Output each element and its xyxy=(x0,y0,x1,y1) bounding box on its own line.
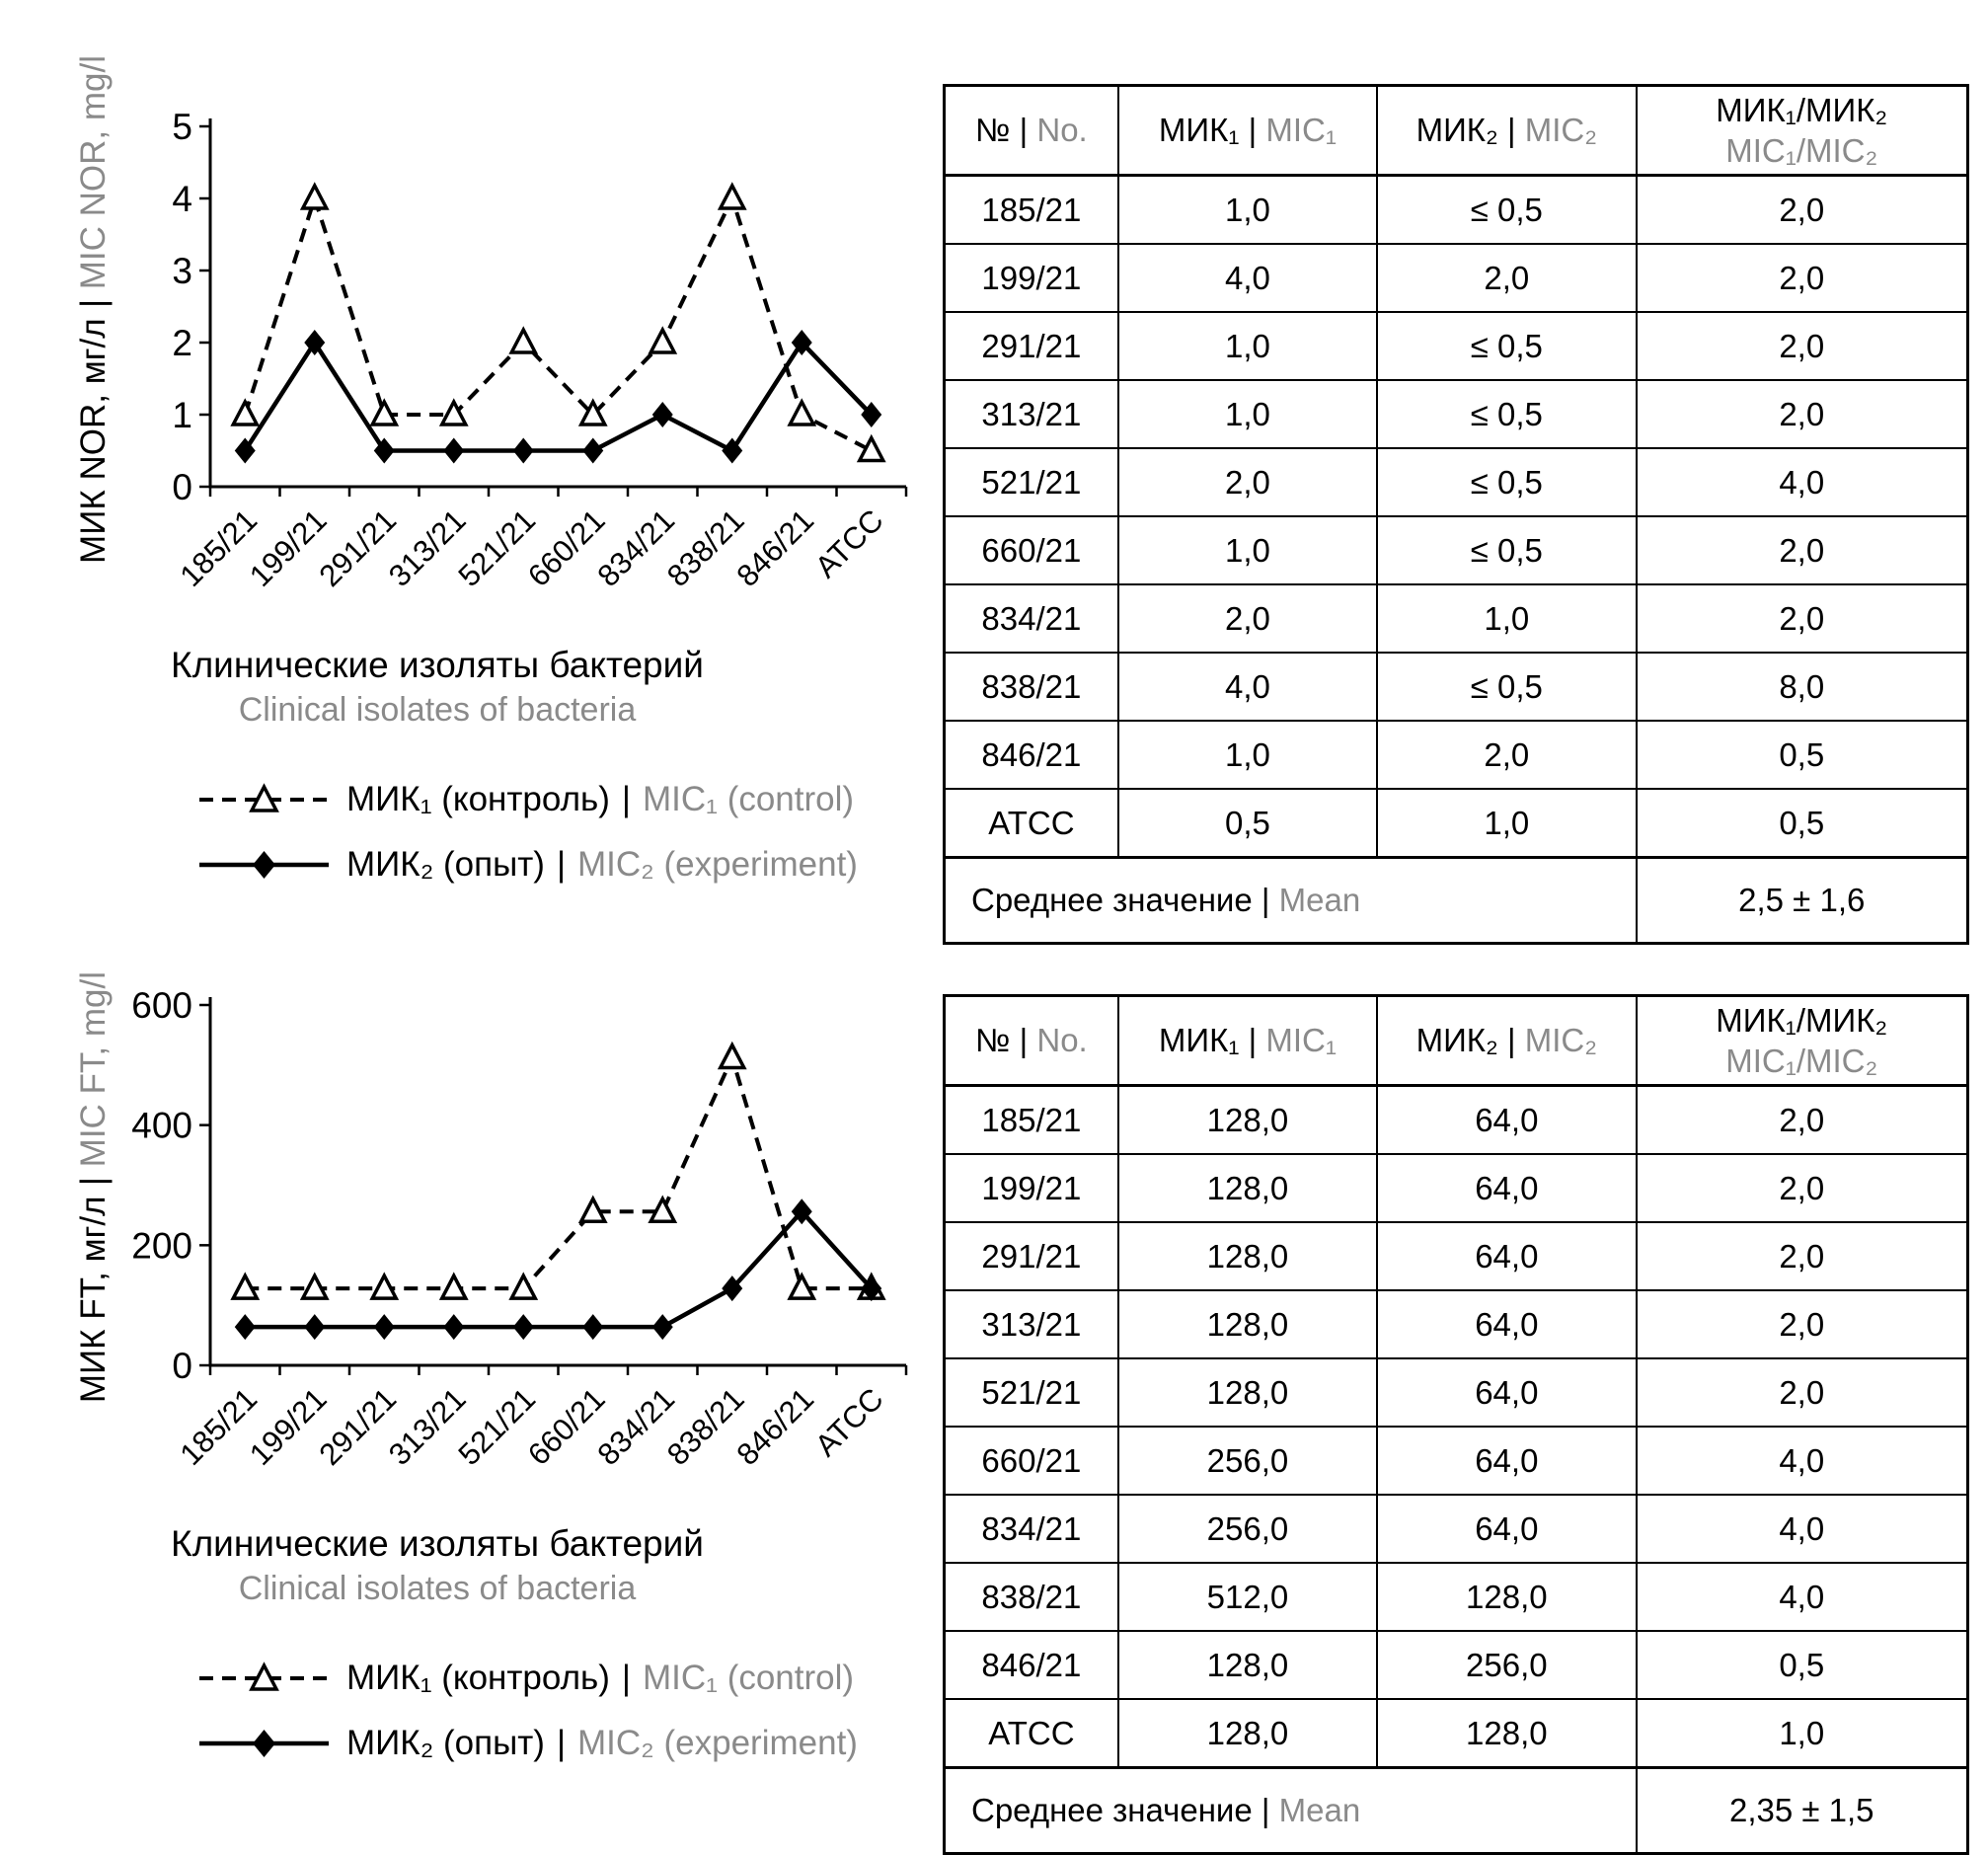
col-header-no xyxy=(945,996,1118,1086)
x-tick-label: 846/21 xyxy=(729,502,821,594)
cell-ratio: 4,0 xyxy=(1637,448,1968,516)
filled-diamond-marker xyxy=(513,1314,534,1340)
table-row xyxy=(945,1699,1968,1768)
cell-mic1: 128,0 xyxy=(1118,1086,1377,1155)
x-tick-label: 291/21 xyxy=(312,502,404,594)
legend-label-en: MIC₁ (control) xyxy=(643,780,855,818)
table-row xyxy=(945,789,1968,858)
cell-mic1: 128,0 xyxy=(1118,1699,1377,1768)
legend-item-mic2-experiment xyxy=(197,1720,858,1767)
cell-mic1: 1,0 xyxy=(1118,312,1377,380)
header-mic1-en: MIC₁ xyxy=(1265,112,1338,149)
cell-ratio: 2,0 xyxy=(1637,312,1968,380)
cell-mic1: 0,5 xyxy=(1118,789,1377,858)
x-axis-title-ru: Клинические изоляты бактерий xyxy=(171,645,704,685)
cell-mic2: 2,0 xyxy=(1377,721,1636,789)
cell-ratio: 2,0 xyxy=(1637,1358,1968,1427)
x-tick-label: 846/21 xyxy=(729,1381,821,1473)
legend-label-ru: МИК₁ (контроль) xyxy=(346,780,610,818)
label-separator: | xyxy=(621,780,631,818)
cell-isolate-no: ATCC xyxy=(945,789,1118,858)
cell-ratio: 4,0 xyxy=(1637,1495,1968,1563)
open-triangle-marker xyxy=(511,330,535,352)
x-tick-label: 838/21 xyxy=(659,502,751,594)
cell-mic1: 1,0 xyxy=(1118,380,1377,448)
table-row xyxy=(945,653,1968,721)
header-ratio-ru: МИК₁/МИК₂ xyxy=(1716,91,1888,128)
cell-isolate-no: 834/21 xyxy=(945,1495,1118,1563)
cell-mic2: 64,0 xyxy=(1377,1358,1636,1427)
cell-mic2: ≤ 0,5 xyxy=(1377,653,1636,721)
x-tick-label: ATCC xyxy=(807,1381,890,1463)
cell-isolate-no: 660/21 xyxy=(945,516,1118,584)
y-tick-label: 200 xyxy=(131,1225,192,1267)
cell-mic1: 512,0 xyxy=(1118,1563,1377,1631)
chart-mic-ft-svg xyxy=(131,946,921,1518)
cell-mic2: 256,0 xyxy=(1377,1631,1636,1699)
cell-isolate-no: 185/21 xyxy=(945,1086,1118,1155)
chart-mic-nor xyxy=(54,54,923,946)
label-separator: | xyxy=(1248,1022,1258,1059)
cell-mic1: 1,0 xyxy=(1118,176,1377,245)
y-axis-label-nor xyxy=(54,54,131,564)
x-tick-label: 834/21 xyxy=(590,1381,682,1473)
y-axis-label-ft xyxy=(54,946,131,1430)
label-separator: | xyxy=(1248,112,1258,149)
series-line-filled-diamond xyxy=(245,1211,872,1327)
table-row xyxy=(945,721,1968,789)
header-mic2-ru: МИК₂ xyxy=(1415,112,1498,149)
cell-mic2: ≤ 0,5 xyxy=(1377,176,1636,245)
label-separator: | xyxy=(1507,112,1516,149)
open-triangle-marker xyxy=(860,438,883,461)
table-row xyxy=(945,312,1968,380)
table-row xyxy=(945,1495,1968,1563)
y-tick-label: 1 xyxy=(172,395,192,435)
plot-area-nor xyxy=(131,67,921,640)
cell-mic1: 2,0 xyxy=(1118,584,1377,653)
col-header-mic2 xyxy=(1377,86,1636,176)
header-mic2-ru: МИК₂ xyxy=(1415,1022,1498,1059)
table-row xyxy=(945,448,1968,516)
x-tick-label: 199/21 xyxy=(242,502,334,594)
mean-label-en: Mean xyxy=(1278,1792,1361,1828)
cell-mic2: 64,0 xyxy=(1377,1154,1636,1222)
table-header-row xyxy=(945,996,1968,1086)
cell-ratio: 2,0 xyxy=(1637,1154,1968,1222)
cell-mic1: 128,0 xyxy=(1118,1290,1377,1358)
col-header-no xyxy=(945,86,1118,176)
y-axis-label-ru: МИК NOR, мг/л xyxy=(73,317,113,564)
col-header-mic1 xyxy=(1118,996,1377,1086)
col-header-mic2 xyxy=(1377,996,1636,1086)
table-row xyxy=(945,584,1968,653)
legend-label-en: MIC₂ (experiment) xyxy=(577,1724,858,1762)
y-axis-label-en: MIC NOR, mg/l xyxy=(73,54,113,289)
filled-diamond-marker xyxy=(582,1314,603,1340)
header-mic1-en: MIC₁ xyxy=(1265,1022,1338,1059)
table-row xyxy=(945,176,1968,245)
cell-isolate-no: 199/21 xyxy=(945,1154,1118,1222)
label-separator: | xyxy=(556,845,567,884)
cell-isolate-no: 846/21 xyxy=(945,1631,1118,1699)
cell-isolate-no: 313/21 xyxy=(945,380,1118,448)
mean-label-en: Mean xyxy=(1278,882,1361,918)
header-ratio-ru: МИК₁/МИК₂ xyxy=(1716,1001,1888,1039)
open-triangle-marker xyxy=(303,186,327,208)
cell-mic2: 64,0 xyxy=(1377,1222,1636,1290)
x-axis-title-ru: Клинические изоляты бактерий xyxy=(171,1523,704,1564)
cell-isolate-no: 313/21 xyxy=(945,1290,1118,1358)
header-no-en: No. xyxy=(1036,112,1088,149)
cell-ratio: 0,5 xyxy=(1637,1631,1968,1699)
cell-mic1: 128,0 xyxy=(1118,1631,1377,1699)
cell-mic2: 1,0 xyxy=(1377,584,1636,653)
cell-ratio: 4,0 xyxy=(1637,1563,1968,1631)
col-header-ratio xyxy=(1637,86,1968,176)
cell-ratio: 2,0 xyxy=(1637,1290,1968,1358)
table-row xyxy=(945,1427,1968,1495)
col-header-ratio xyxy=(1637,996,1968,1086)
cell-mic2: 64,0 xyxy=(1377,1495,1636,1563)
cell-mic1: 4,0 xyxy=(1118,653,1377,721)
dashed-line-open-triangle-icon xyxy=(197,1661,331,1696)
y-axis-label-ru: МИК FT, мг/л xyxy=(73,1196,113,1404)
cell-ratio: 0,5 xyxy=(1637,721,1968,789)
header-ratio-en: MIC₁/MIC₂ xyxy=(1725,132,1878,169)
y-tick-label: 0 xyxy=(172,1346,192,1386)
mean-value: 2,5 ± 1,6 xyxy=(1637,858,1968,944)
solid-line-filled-diamond-icon xyxy=(197,847,331,883)
x-tick-label: 838/21 xyxy=(659,1381,751,1473)
label-separator: | xyxy=(1507,1022,1516,1059)
open-triangle-marker xyxy=(721,1045,744,1068)
filled-diamond-marker xyxy=(582,438,603,464)
y-tick-label: 3 xyxy=(172,251,192,291)
open-triangle-marker xyxy=(233,402,257,425)
cell-ratio: 2,0 xyxy=(1637,584,1968,653)
x-tick-label: 834/21 xyxy=(590,502,682,594)
table-row xyxy=(945,516,1968,584)
cell-mic2: ≤ 0,5 xyxy=(1377,448,1636,516)
table-row xyxy=(945,1154,1968,1222)
cell-mic1: 4,0 xyxy=(1118,244,1377,312)
cell-ratio: 2,0 xyxy=(1637,176,1968,245)
cell-mic1: 128,0 xyxy=(1118,1154,1377,1222)
table-row xyxy=(945,1563,1968,1631)
x-tick-label: 521/21 xyxy=(451,1381,543,1473)
table-row xyxy=(945,1358,1968,1427)
mic-table-nor xyxy=(943,84,1969,945)
cell-isolate-no: 521/21 xyxy=(945,1358,1118,1427)
series-line-filled-diamond xyxy=(245,343,872,451)
label-separator: | xyxy=(1019,1022,1029,1059)
cell-mic2: ≤ 0,5 xyxy=(1377,312,1636,380)
legend-label-en: MIC₁ (control) xyxy=(643,1659,855,1697)
cell-ratio: 2,0 xyxy=(1637,516,1968,584)
legend-label-ru: МИК₂ (опыт) xyxy=(346,845,545,884)
col-header-mic1 xyxy=(1118,86,1377,176)
plot-area-ft xyxy=(131,946,921,1518)
open-triangle-marker xyxy=(790,402,813,425)
open-triangle-marker xyxy=(511,1275,535,1298)
cell-mic1: 2,0 xyxy=(1118,448,1377,516)
filled-diamond-marker xyxy=(304,1314,325,1340)
filled-diamond-marker xyxy=(513,438,534,464)
header-mic1-ru: МИК₁ xyxy=(1158,112,1240,149)
table-row xyxy=(945,1222,1968,1290)
cell-mic2: 64,0 xyxy=(1377,1290,1636,1358)
cell-isolate-no: 838/21 xyxy=(945,653,1118,721)
mean-label-ru: Среднее значение xyxy=(971,882,1253,918)
table-row xyxy=(945,1631,1968,1699)
cell-mic2: 2,0 xyxy=(1377,244,1636,312)
header-no-ru: № xyxy=(975,112,1011,149)
table-mean-row xyxy=(945,858,1968,944)
y-tick-label: 5 xyxy=(172,107,192,147)
label-separator: | xyxy=(1261,1792,1270,1828)
filled-diamond-marker xyxy=(374,1314,395,1340)
header-mic2-en: MIC₂ xyxy=(1524,112,1598,149)
cell-mic1: 1,0 xyxy=(1118,721,1377,789)
header-no-en: No. xyxy=(1036,1022,1088,1059)
cell-mic2: 128,0 xyxy=(1377,1699,1636,1768)
chart-mic-ft xyxy=(54,946,923,1824)
cell-isolate-no: 660/21 xyxy=(945,1427,1118,1495)
header-ratio-en: MIC₁/MIC₂ xyxy=(1725,1043,1878,1079)
header-mic1-ru: МИК₁ xyxy=(1158,1022,1240,1059)
cell-mic1: 256,0 xyxy=(1118,1495,1377,1563)
cell-isolate-no: 834/21 xyxy=(945,584,1118,653)
cell-ratio: 0,5 xyxy=(1637,789,1968,858)
cell-mic1: 128,0 xyxy=(1118,1222,1377,1290)
label-separator: | xyxy=(621,1659,631,1697)
legend-label-en: MIC₂ (experiment) xyxy=(577,845,858,884)
filled-diamond-marker xyxy=(443,1314,464,1340)
cell-ratio: 8,0 xyxy=(1637,653,1968,721)
legend-label-ru: МИК₂ (опыт) xyxy=(346,1724,545,1762)
legend-nor xyxy=(197,776,858,906)
mean-label xyxy=(945,858,1637,944)
cell-mic2: 64,0 xyxy=(1377,1086,1636,1155)
label-separator: | xyxy=(556,1724,567,1762)
y-axis-label-en: MIC FT, mg/l xyxy=(73,971,113,1168)
cell-mic2: 128,0 xyxy=(1377,1563,1636,1631)
x-tick-label: 199/21 xyxy=(242,1381,334,1473)
cell-ratio: 2,0 xyxy=(1637,244,1968,312)
legend-item-mic1-control xyxy=(197,1655,858,1702)
table-row xyxy=(945,1290,1968,1358)
cell-mic2: ≤ 0,5 xyxy=(1377,380,1636,448)
y-tick-label: 400 xyxy=(131,1105,192,1146)
table-mean-row xyxy=(945,1768,1968,1854)
table-header-row xyxy=(945,86,1968,176)
cell-ratio: 2,0 xyxy=(1637,1086,1968,1155)
x-axis-title-en: Clinical isolates of bacteria xyxy=(238,1569,637,1607)
cell-isolate-no: 291/21 xyxy=(945,1222,1118,1290)
cell-ratio: 1,0 xyxy=(1637,1699,1968,1768)
cell-isolate-no: 291/21 xyxy=(945,312,1118,380)
cell-mic1: 1,0 xyxy=(1118,516,1377,584)
cell-ratio: 2,0 xyxy=(1637,1222,1968,1290)
x-tick-label: 185/21 xyxy=(173,502,265,594)
table-row xyxy=(945,1086,1968,1155)
filled-diamond-marker xyxy=(652,402,673,427)
x-tick-label: 521/21 xyxy=(451,502,543,594)
x-axis-title-en: Clinical isolates of bacteria xyxy=(238,690,637,729)
label-separator: | xyxy=(73,298,113,308)
filled-diamond-marker xyxy=(235,1314,256,1340)
label-separator: | xyxy=(1019,112,1029,149)
cell-mic2: 64,0 xyxy=(1377,1427,1636,1495)
dashed-line-open-triangle-icon xyxy=(197,782,331,817)
table-row xyxy=(945,244,1968,312)
cell-isolate-no: ATCC xyxy=(945,1699,1118,1768)
x-tick-label: 185/21 xyxy=(173,1381,265,1473)
x-tick-label: 313/21 xyxy=(381,502,473,594)
y-tick-label: 4 xyxy=(172,179,192,219)
x-tick-label: ATCC xyxy=(807,502,890,584)
series-line-open-triangle xyxy=(245,198,872,451)
chart-mic-nor-svg xyxy=(131,67,921,640)
cell-isolate-no: 521/21 xyxy=(945,448,1118,516)
series-line-open-triangle xyxy=(245,1058,872,1289)
x-tick-label: 660/21 xyxy=(520,1381,612,1473)
y-tick-label: 0 xyxy=(172,467,192,507)
cell-mic1: 256,0 xyxy=(1118,1427,1377,1495)
cell-isolate-no: 185/21 xyxy=(945,176,1118,245)
filled-diamond-marker xyxy=(652,1314,673,1340)
cell-ratio: 2,0 xyxy=(1637,380,1968,448)
header-mic2-en: MIC₂ xyxy=(1524,1022,1598,1059)
open-triangle-marker xyxy=(442,402,466,425)
x-tick-label: 291/21 xyxy=(312,1381,404,1473)
label-separator: | xyxy=(1261,882,1270,918)
mean-value: 2,35 ± 1,5 xyxy=(1637,1768,1968,1854)
legend-ft xyxy=(197,1655,858,1785)
solid-line-filled-diamond-icon xyxy=(197,1726,331,1761)
cell-isolate-no: 846/21 xyxy=(945,721,1118,789)
y-tick-label: 600 xyxy=(131,985,192,1026)
legend-item-mic1-control xyxy=(197,776,858,823)
label-separator: | xyxy=(73,1177,113,1187)
x-axis-title-nor xyxy=(131,645,743,730)
cell-mic2: 1,0 xyxy=(1377,789,1636,858)
open-triangle-marker xyxy=(650,330,674,352)
cell-mic2: ≤ 0,5 xyxy=(1377,516,1636,584)
legend-item-mic2-experiment xyxy=(197,841,858,889)
mean-label xyxy=(945,1768,1637,1854)
cell-isolate-no: 199/21 xyxy=(945,244,1118,312)
x-tick-label: 313/21 xyxy=(381,1381,473,1473)
filled-diamond-marker xyxy=(443,438,464,464)
legend-label-ru: МИК₁ (контроль) xyxy=(346,1659,610,1697)
table-row xyxy=(945,380,1968,448)
open-triangle-marker xyxy=(721,186,744,208)
mic-table-ft xyxy=(943,994,1969,1855)
cell-mic1: 128,0 xyxy=(1118,1358,1377,1427)
mean-label-ru: Среднее значение xyxy=(971,1792,1253,1828)
cell-isolate-no: 838/21 xyxy=(945,1563,1118,1631)
header-no-ru: № xyxy=(975,1022,1011,1059)
cell-ratio: 4,0 xyxy=(1637,1427,1968,1495)
x-axis-title-ft xyxy=(131,1523,743,1608)
y-tick-label: 2 xyxy=(172,323,192,363)
x-tick-label: 660/21 xyxy=(520,502,612,594)
